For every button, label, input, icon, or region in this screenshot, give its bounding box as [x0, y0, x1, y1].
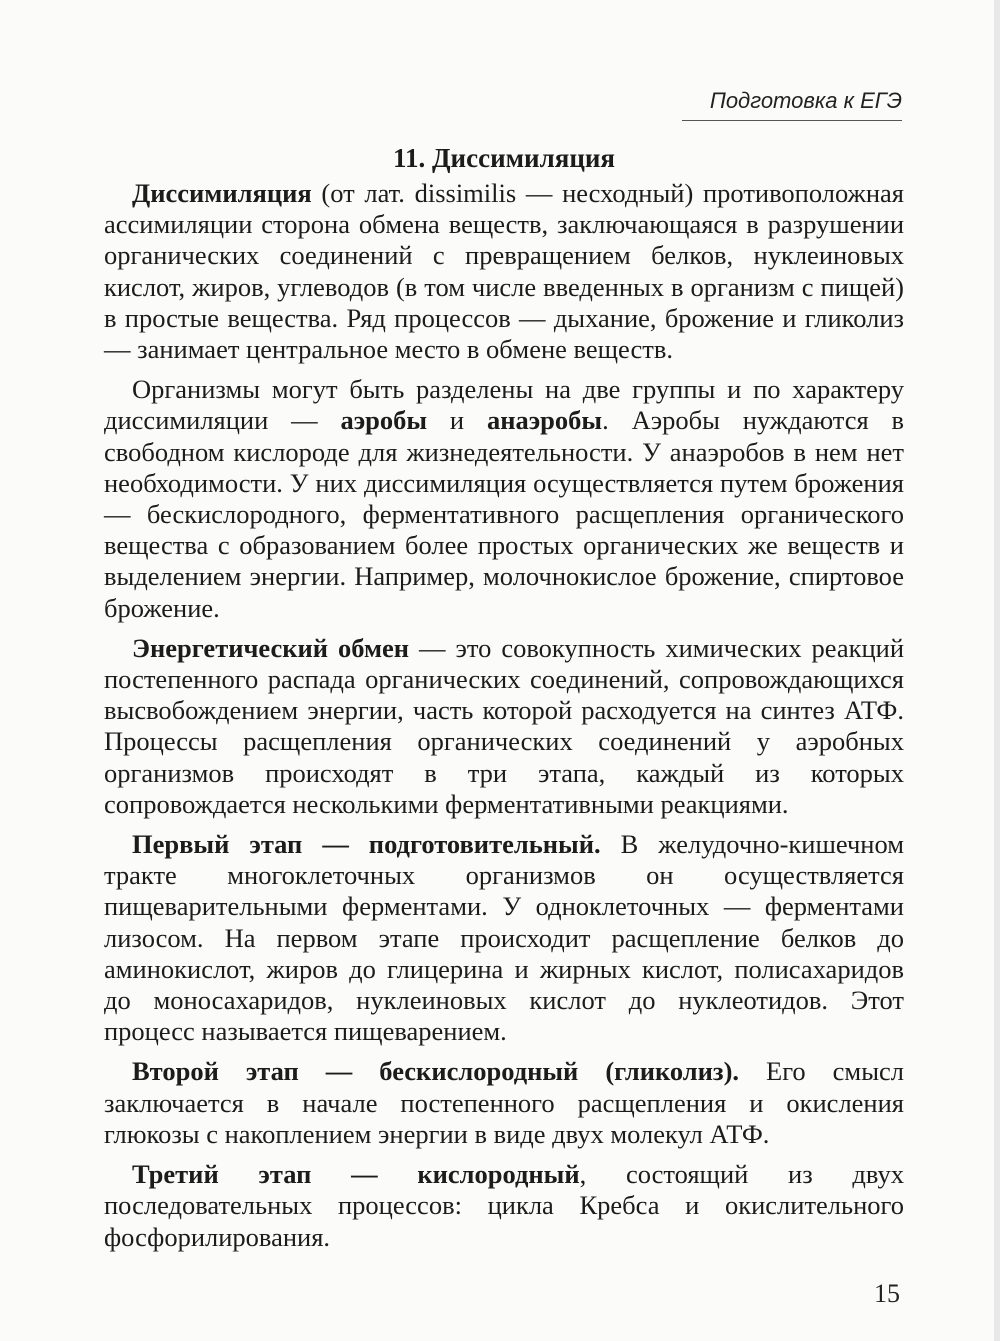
section-title: 11. Диссимиляция — [392, 143, 616, 173]
term-stage-one: Первый этап — подготовительный. — [132, 829, 601, 860]
paragraph-stage-two — [104, 1056, 904, 1150]
paragraph-stage-three — [104, 1159, 904, 1253]
term-dissimilation: Диссимиляция — [132, 178, 312, 208]
term-stage-two: Второй этап — бескислородный (гликолиз). — [132, 1056, 740, 1087]
running-header: Подготовка к ЕГЭ — [682, 88, 902, 121]
paragraph-text: В желудочно-кишечном тракте многоклеточных организмов он осуществляется пищеварительными ферментами. У одноклеточных — ферментами лизосом. На первом этапе происходит расщепление белков до аминокислот, жиров до глицерина и жирных кислот, полисахаридов до моносахаридов, нуклеиновых кислот до нуклеотидов. Этот процесс называется пищеварением. — [104, 829, 904, 1047]
paragraph-text: . Аэробы нуждаются в свободном кислороде для жизнедеятельности. У анаэробов в нем нет необходимости. У них диссимиляция осуществляется путем брожения — бескислородного, ферментативного расщепления органического вещества с образованием более простых органических же веществ и выделением энергии. Например, молочнокислое брожение, спиртовое брожение. — [104, 405, 904, 623]
paragraph-text: — это совокупность химических реакций постепенного распада органических соединений, сопровождающихся высвобождением энергии, часть которой расходуется на синтез АТФ. Процессы расщепления органических соединений у аэробных организмов происходят в три этапа, каждый из которых сопровождается несколькими ферментативными реакциями. — [104, 632, 905, 819]
paragraph-text: Организмы могут быть разделены на две группы и по характеру диссимиляции — — [104, 374, 904, 436]
paragraph-energy-metabolism — [104, 633, 904, 820]
term-aerobes: аэробы — [340, 405, 428, 436]
paragraph-text: Его смысл заключается в начале постепенного расщепления и окисления глюкозы с накоплением энергии в виде двух молекул АТФ. — [104, 1056, 904, 1149]
term-stage-three: Третий этап — кислородный — [132, 1159, 580, 1190]
term-anaerobes: анаэробы — [486, 405, 603, 436]
paragraph-aerobes-anaerobes — [104, 374, 904, 624]
paragraph-dissimilation — [104, 178, 904, 365]
paragraph-stage-one — [104, 829, 904, 1047]
term-energy-metabolism: Энергетический обмен — [132, 632, 410, 663]
paragraph-text: (от лат. dissimilis — несходный) противоположная ассимиляции сторона обмена веществ, заключающаяся в разрушении органических соединений с превращением белков, нуклеиновых кислот, жиров, углеводов (в том числе введенных в организм с пищей) в простые вещества. Ряд процессов — дыхание, брожение и гликолиз — занимает центральное место в обмене веществ. — [104, 178, 904, 365]
page-number: 15 — [874, 1279, 900, 1308]
page-content — [104, 140, 904, 1262]
paragraph-text: и — [427, 405, 487, 436]
paragraph-text: , состоящий из двух последовательных процессов: цикла Кребса и окислительного фосфорилирования. — [104, 1159, 904, 1252]
